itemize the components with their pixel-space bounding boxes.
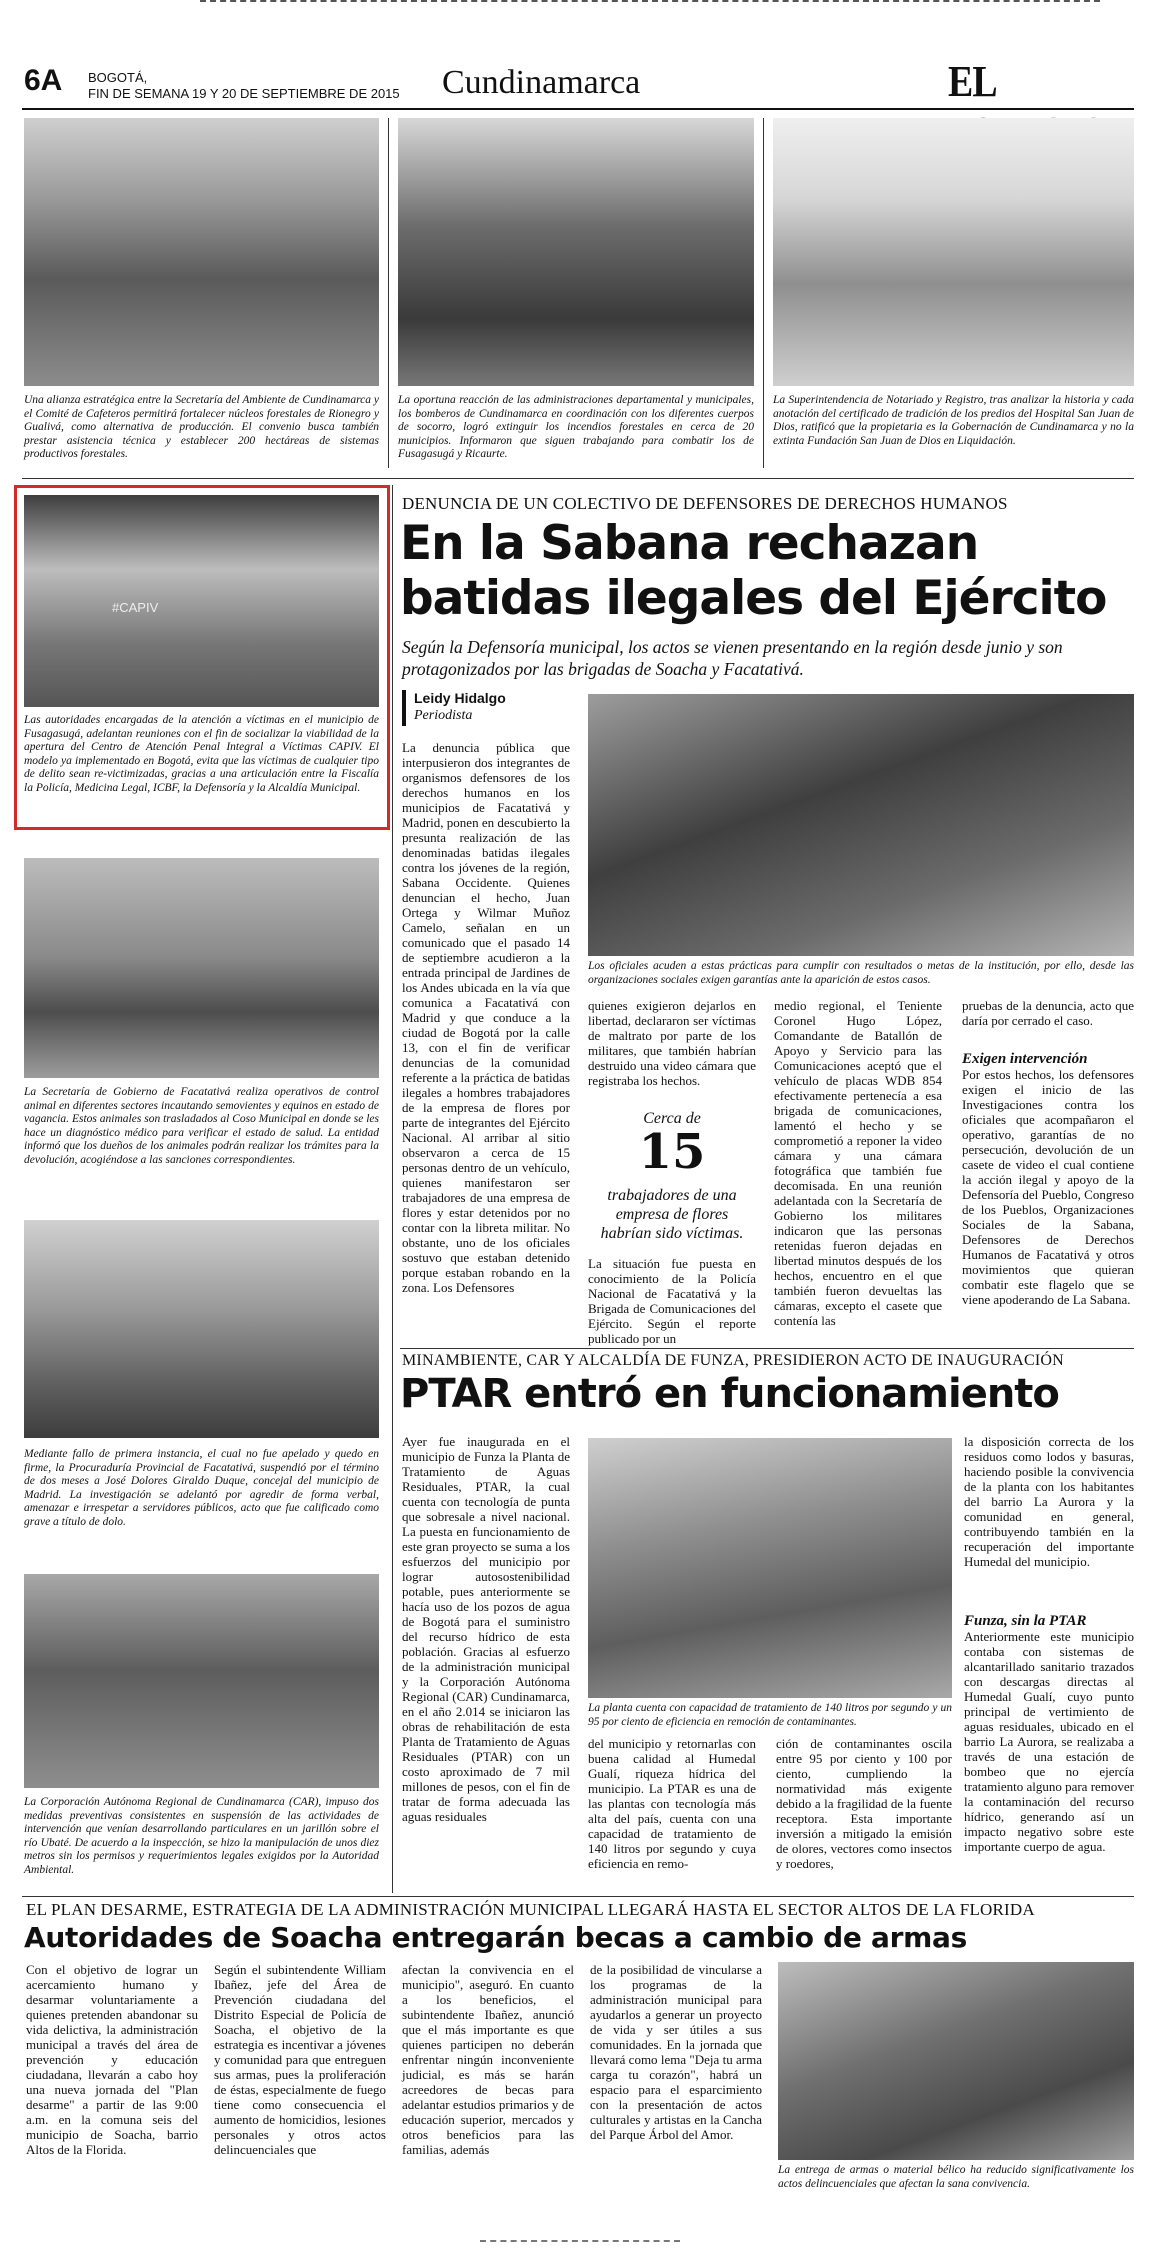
capiv-sign: #CAPIV xyxy=(112,600,159,615)
left-caption-3: Mediante fallo de primera instancia, el cual no fue apelado y quedo en firme, la Procuraduría Provincial de Facatativá, suspendió por el término de dos meses a José Dolores Giraldo Duque, concejal del municipio de Madrid. La investigación se adelantó por agredir de forma verbal, amenazar e irrespetar a servidores públicos, acto que fue calificado como grave a título de dolo. xyxy=(24,1448,379,1528)
masthead-city: BOGOTÁ, xyxy=(88,70,148,85)
article3-headline: Autoridades de Soacha entregarán becas a cambio de armas xyxy=(24,1921,967,1954)
article2-subhead: Funza, sin la PTAR xyxy=(964,1613,1087,1629)
page-number: 6A xyxy=(24,64,63,97)
article3-kicker: EL PLAN DESARME, ESTRATEGIA DE LA ADMINISTRACIÓN MUNICIPAL LLEGARÁ HASTA EL SECTOR ALTOS DE LA FLORIDA xyxy=(26,1900,1035,1919)
forest-fire-photo xyxy=(398,118,754,386)
left-caption-2: La Secretaría de Gobierno de Facatativá realiza operativos de control animal en diferentes sectores incautando semovientes y equinos en estado de vagancia. Estos animales son trasladados al Coso Municipal en donde se les hace un diagnóstico médico para verificar el estado de salud. La entidad informó que los dueños de los animales podrán realizar los trámites para la devolución, acogiéndose a las sanciones correspondientes. xyxy=(24,1086,379,1166)
article3-col3: afectan la convivencia en el municipio", aseguró. En cuanto a los beneficios, el subintendente Ibañez, anunció que el más importante es que quienes participen no deberán enfrentar ningún inconveniente judicial, es más se harán acreedores de becas para adelantar estudios primarios y de educación superior, mercados y otros beneficios para las familias, además xyxy=(402,1962,574,2157)
newspaper-logo: EL xyxy=(948,57,995,106)
article2-col3: ción de contaminantes oscila entre 95 por ciento y 100 por ciento, cumpliendo la normatividad más exigente debido a la fragilidad de la fuente receptora. Esta importante inversión a mitigado la emisión de olores, vectores como insectos y roedores, xyxy=(776,1736,952,1871)
top-caption-2: La oportuna reacción de las administraciones departamental y municipales, los bomberos de Cundinamarca en coordinación con los diferentes cuerpos de socorro, logró extinguir los incendios forestales en cerca de 20 municipios. Informaron que siguen trabajando para combatir los de Fusagasugá y Ricaurte. xyxy=(398,394,754,460)
water-plant-photo xyxy=(588,1438,952,1698)
article3-photo-caption: La entrega de armas o material bélico ha reducido significativamente los actos delincuenciales que afectan la sana convivencia. xyxy=(778,2164,1134,2190)
car-inspection-photo xyxy=(24,1574,379,1788)
article1-col2a: quienes exigieron dejarlos en libertad, declararon ser víctimas de maltrato por parte de los militares, que también habrían destruido una video cámara que registraba los hechos. xyxy=(588,998,756,1088)
article1-subhead: Exigen intervención xyxy=(962,1051,1088,1067)
article2-col2: del municipio y retornarlas con buena calidad al Humedal Gualí, riqueza hídrica del municipio. La PTAR es una de las plantas con tecnología más alta del país, cuenta con una capacidad de tratamiento de 140 litros por segundo y cuya eficiencia en remo- xyxy=(588,1736,756,1871)
weapons-handover-photo xyxy=(778,1962,1134,2160)
article3-col2: Según el subintendente William Ibañez, jefe del Área de Prevención ciudadana del Distrito Especial de Policía de Soacha, el objetivo de la estrategia es incentivar a jóvenes y comunidad para que entreguen sus armas, pues la proliferación de éstas, especialmente de fuego tiene como consecuencia el aumento de homicidios, lesiones personales y otros actos delincuenciales que xyxy=(214,1962,386,2157)
article1-deck: Según la Defensoría municipal, los actos se vienen presentando en la región desde junio y son protagonizados por las brigadas de Soacha y Facatativá. xyxy=(402,637,1063,679)
article2-col4a: la disposición correcta de los residuos como lodos y basuras, haciendo posible la convivencia de la planta con los habitantes del barrio La Aurora y la comunidad en general, contribuyendo también en la recuperación del importante Humedal del municipio. xyxy=(964,1434,1134,1569)
top-border xyxy=(200,0,1100,6)
hospital-photo xyxy=(773,118,1134,386)
masthead-rule xyxy=(22,108,1134,110)
masthead-date: FIN DE SEMANA 19 Y 20 DE SEPTIEMBRE DE 2015 xyxy=(88,86,400,101)
article1-col4b-text: Por estos hechos, los defensores exigen el inicio de las Investigaciones contra los oficiales que acompañaron el operativo, garantías de no persecución, devolución de un casete de video el cual contiene la acción ilegal y apoyo de la Defensoría del Pueblo, Congreso de los Pueblos, Organizaciones Sociales de la Sabana, Defensores de Derechos Humanos de Facatativá y otros movimientos que quieran combatir este flagelo que se viene apoderando de La Sabana. xyxy=(962,1067,1134,1307)
council-session-photo xyxy=(24,1220,379,1438)
pullquote-top: Cerca de xyxy=(643,1110,701,1127)
article2-col4b xyxy=(964,1614,1134,1854)
top-caption-1: Una alianza estratégica entre la Secretaría del Ambiente de Cundinamarca y el Comité de Cafeteros permitirá fortalecer núcleos forestales de Rionegro y Gualivá, como alternativa de producción. El convenio busca también prestar asistencia técnica y establecer 200 hectáreas de sistemas productivos forestales. xyxy=(24,394,379,460)
forestry-photo xyxy=(24,118,379,386)
article1-col4b xyxy=(962,1052,1134,1307)
article1-col3: medio regional, el Teniente Coronel Hugo López, Comandante de Batallón de Apoyo y Servicio para las Comunicaciones aceptó que el vehículo de placas WDB 854 efectivamente pertenecía a esa brigada de comunicaciones, lamentó el hecho y se comprometió a reponer la video cámara y una cámara fotográfica que también fue decomisada. En una reunión adelantada con la Secretaría de Gobierno los militares indicaron que las personas retenidas fueron dejadas en libertad minutos después de los hechos, encuentro en el que también fueron devueltas las cámaras, excepto el casete que contenía las xyxy=(774,998,942,1328)
article2-col4b-text: Anteriormente este municipio contaba con sistemas de alcantarillado sanitario trazados con descargas directas al Humedal Gualí, cuyo punto principal de vertimiento de aguas residuales, ubicado en el barrio La Aurora, se realizaba a través de una estación de bombeo que no ejercía tratamiento alguno para remover la contaminación del recurso hídrico, generando así un impacto negativo sobre este importante cuerpo de agua. xyxy=(964,1629,1135,1854)
pullquote-text: trabajadores de una empresa de flores habrían sido víctimas. xyxy=(600,1187,744,1242)
article2-headline: PTAR entró en funcionamiento xyxy=(400,1371,1059,1417)
bottom-border xyxy=(480,2240,680,2246)
article1-col1: La denuncia pública que interpusieron dos integrantes de organismos defensores de los derechos humanos en los municipios de Facatativá y Madrid, ponen en descubierto la presunta realización de las denominadas batidas ilegales contra los jóvenes de la región, Sabana Occidente. Quienes denuncian el hecho, Juan Ortega y Wilmar Muñoz Camelo, señalan en un comunicado que el pasado 14 de septiembre acudieron a la entrada principal de Jardines de los Andes ubicada en la vía que comunica a Facatativá con Madrid y que conduce a la ciudad de Bogotá por la calle 13, con el fin de verificar denuncias de la comunidad referente a la práctica de batidas ilegales a hombres trabajadores de la empresa de flores por parte de integrantes del Ejército Nacional. Al arribar al sitio observaron a cerca de 15 personas dentro de un vehículo, quienes manifestaron ser trabajadores de una empresa de flores y estar detenidos por no contar con la libreta militar. No obstante, uno de los oficiales sostuvo que estaban detenido porque estaban robando en la zona. Los Defensores xyxy=(402,740,570,1295)
article1-headline: En la Sabana rechazan batidas ilegales del Ejército xyxy=(400,516,1107,626)
article1-photo-caption: Los oficiales acuden a estas prácticas para cumplir con resultados o metas de la institución, por ello, desde las organizaciones sociales exigen garantías ante la aparición de estos casos. xyxy=(588,960,1134,986)
section-title: Cundinamarca xyxy=(442,64,641,101)
left-caption-4: La Corporación Autónoma Regional de Cundinamarca (CAR), impuso dos medidas preventivas consistentes en suspensión de las actividades de intervención que venían desarrollando particulares en un jarillón sobre el río Ubaté. De acuerdo a la inspección, se hizo la manipulación de unos diez metros sin los permisos y requerimientos legales exigidos por la Autoridad Ambiental. xyxy=(24,1796,379,1876)
byline-bar xyxy=(402,690,406,726)
article1-col4a: pruebas de la denuncia, acto que daría por cerrado el caso. xyxy=(962,998,1134,1028)
article1-author: Leidy Hidalgo xyxy=(414,690,506,706)
top-caption-3: La Superintendencia de Notariado y Registro, tras analizar la historia y cada anotación del certificado de tradición de los predios del Hospital San Juan de Dios, ratificó que la propietaria es la Gobernación de Cundinamarca y no la extinta Fundación San Juan de Dios en Liquidación. xyxy=(773,394,1134,447)
article1-col2b: La situación fue puesta en conocimiento de la Policía Nacional de Facatativá y la Brigada de Comunicaciones del Ejército. Según el reporte publicado por un xyxy=(588,1256,756,1346)
article2-kicker: MINAMBIENTE, CAR Y ALCALDÍA DE FUNZA, PRESIDIERON ACTO DE INAUGURACIÓN xyxy=(402,1352,1064,1369)
pullquote-number: 15 xyxy=(638,1124,706,1180)
soldiers-photo xyxy=(588,694,1134,956)
left-caption-1: Las autoridades encargadas de la atención a víctimas en el municipio de Fusagasugá, adelantan reuniones con el fin de socializar la viabilidad de la apertura del Centro de Atención Penal Integral a Víctimas CAPIV. El modelo ya implementado en Bogotá, evita que las víctimas de cualquier tipo de delito sean re-victimizadas, gracias a una articulación entre la Fiscalía la Policía, Medicina Legal, ICBF, la Defensoría y la Alcaldía Municipal. xyxy=(24,714,379,794)
horse-street-photo xyxy=(24,858,379,1078)
article3-col4: de la posibilidad de vincularse a los programas de la administración municipal para ayudarlos a generar un proyecto de vida y ser útiles a sus comunidades. En la jornada que llevará como lema "Deja tu arma carga tu corazón", habrá un espacio para el esparcimiento con la presentación de actos culturales y artistas en la Cancha del Parque Árbol del Amor. xyxy=(590,1962,762,2142)
article3-col1: Con el objetivo de lograr un acercamiento humano y desarmar voluntariamente a quienes pretenden abandonar su vida delictiva, la administración municipal a través del área de prevención y educación ciudadana, llevarán a cabo hoy una nueva jornada del "Plan desarme" a partir de las 9:00 a.m. en la comuna seis del municipio de Soacha, barrio Altos de la Florida. xyxy=(26,1962,198,2157)
article1-author-role: Periodista xyxy=(414,708,473,723)
capiv-building-photo xyxy=(24,495,379,707)
article2-col1: Ayer fue inaugurada en el municipio de Funza la Planta de Tratamiento de Aguas Residuales, PTAR, la cual cuenta con tecnología de punta que sobresale a nivel nacional. La puesta en funcionamiento de este gran proyecto se suma a los esfuerzos del municipio por lograr autosostenibilidad potable, pues anteriormente se hacía uso de los pozos de agua de Bogotá para el suministro del recurso hídrico de esta población. Gracias al esfuerzo de la administración municipal y la Corporación Autónoma Regional (CAR) Cundinamarca, en el año 2.014 se iniciaron las obras de rehabilitación de esta Planta de Tratamiento de Aguas Residuales (PTAR) con un costo aproximado de 7 mil millones de pesos, con el fin de tratar de forma adecuada las aguas residuales xyxy=(402,1434,570,1824)
article2-photo-caption: La planta cuenta con capacidad de tratamiento de 140 litros por segundo y un 95 por ciento de eficiencia en remoción de contaminantes. xyxy=(588,1702,952,1728)
article1-kicker: DENUNCIA DE UN COLECTIVO DE DEFENSORES DE DERECHOS HUMANOS xyxy=(402,494,1008,513)
